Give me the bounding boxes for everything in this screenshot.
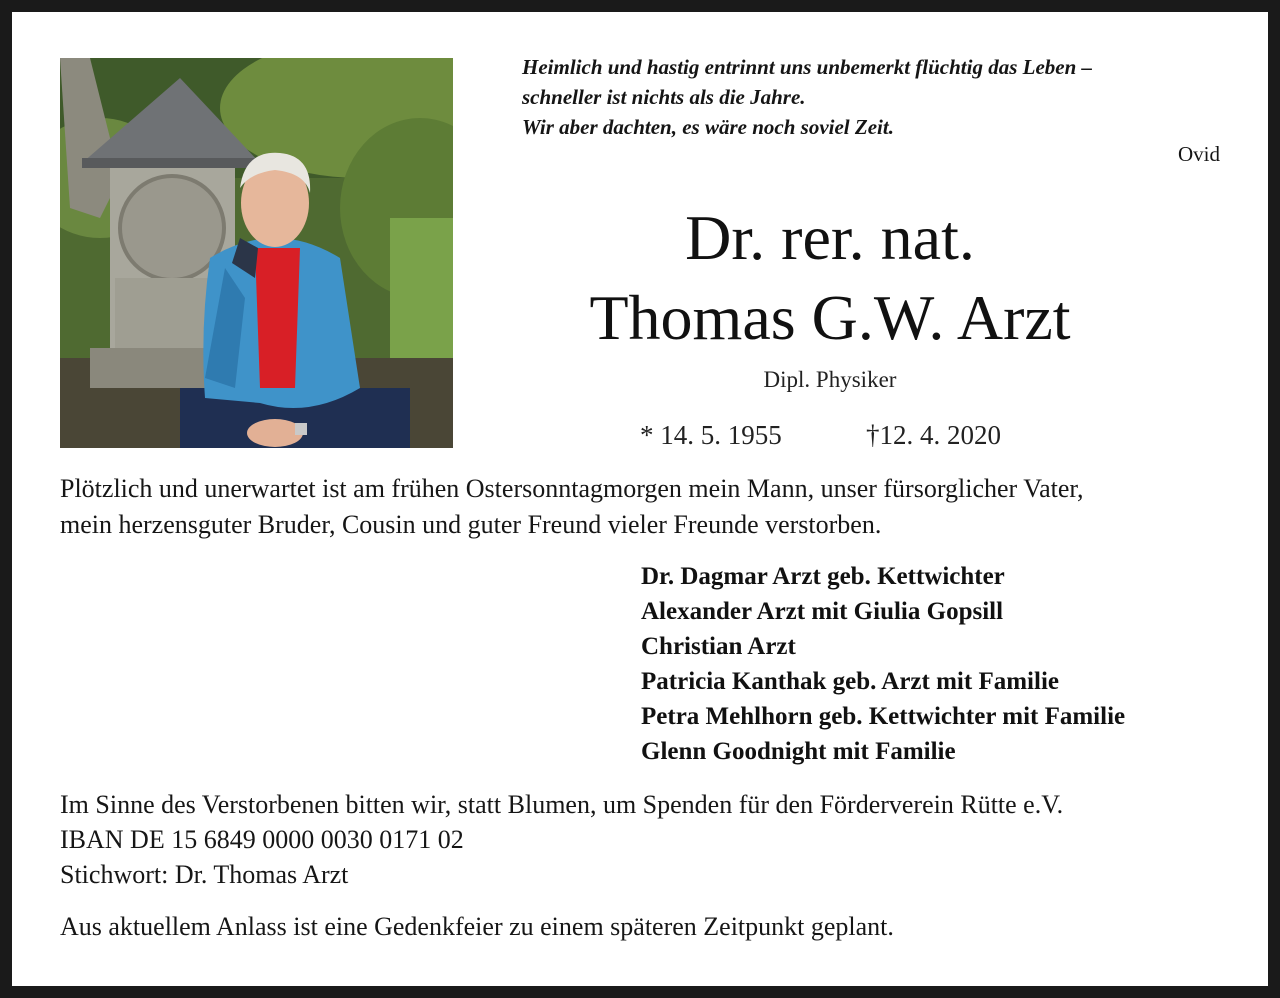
deceased-title: Dr. rer. nat.: [685, 202, 975, 273]
announcement-text: [60, 471, 1230, 543]
quote-line: schneller ist nichts als die Jahre.: [522, 85, 806, 109]
iban-line: IBAN DE 15 6849 0000 0030 0171 02: [60, 825, 464, 854]
portrait-photo: [60, 58, 453, 448]
mourner-name: Alexander Arzt mit Giulia Gopsill: [641, 598, 1004, 625]
announcement-line: Plötzlich und unerwartet ist am frühen Ostersonntagmorgen mein Mann, unser fürsorglicher Vater,: [60, 474, 1084, 503]
donation-line: Im Sinne des Verstorbenen bitten wir, statt Blumen, um Spenden für den Förderverein Rütte e.V.: [60, 790, 1064, 819]
death-date: †12. 4. 2020: [866, 420, 1001, 450]
mourner-name: Christian Arzt: [641, 633, 796, 660]
quote: [522, 52, 1232, 142]
mourner-name: Petra Mehlhorn geb. Kettwichter mit Familie: [641, 703, 1126, 730]
announcement-line: mein herzensguter Bruder, Cousin und guter Freund vieler Freunde verstorben.: [60, 510, 882, 539]
deceased-name: Thomas G.W. Arzt: [589, 282, 1071, 353]
mourner-name: Patricia Kanthak geb. Arzt mit Familie: [641, 668, 1059, 695]
closing-note: Aus aktuellem Anlass ist eine Gedenkfeier zu einem späteren Zeitpunkt geplant.: [60, 912, 894, 941]
quote-line: Heimlich und hastig entrinnt uns unbemerkt flüchtig das Leben –: [522, 55, 1093, 79]
portrait-illustration: [60, 58, 453, 448]
mourners-list: [641, 559, 1241, 769]
mourner-name: Dr. Dagmar Arzt geb. Kettwichter: [641, 563, 1005, 590]
deceased-profession: Dipl. Physiker: [763, 367, 897, 392]
donation-request: [60, 787, 1230, 892]
mourner-name: Glenn Goodnight mit Familie: [641, 738, 956, 765]
keyword-line: Stichwort: Dr. Thomas Arzt: [60, 860, 349, 889]
quote-author: Ovid: [1178, 142, 1220, 166]
quote-line: Wir aber dachten, es wäre noch soviel Zeit.: [522, 115, 894, 139]
birth-date: * 14. 5. 1955: [640, 420, 782, 450]
